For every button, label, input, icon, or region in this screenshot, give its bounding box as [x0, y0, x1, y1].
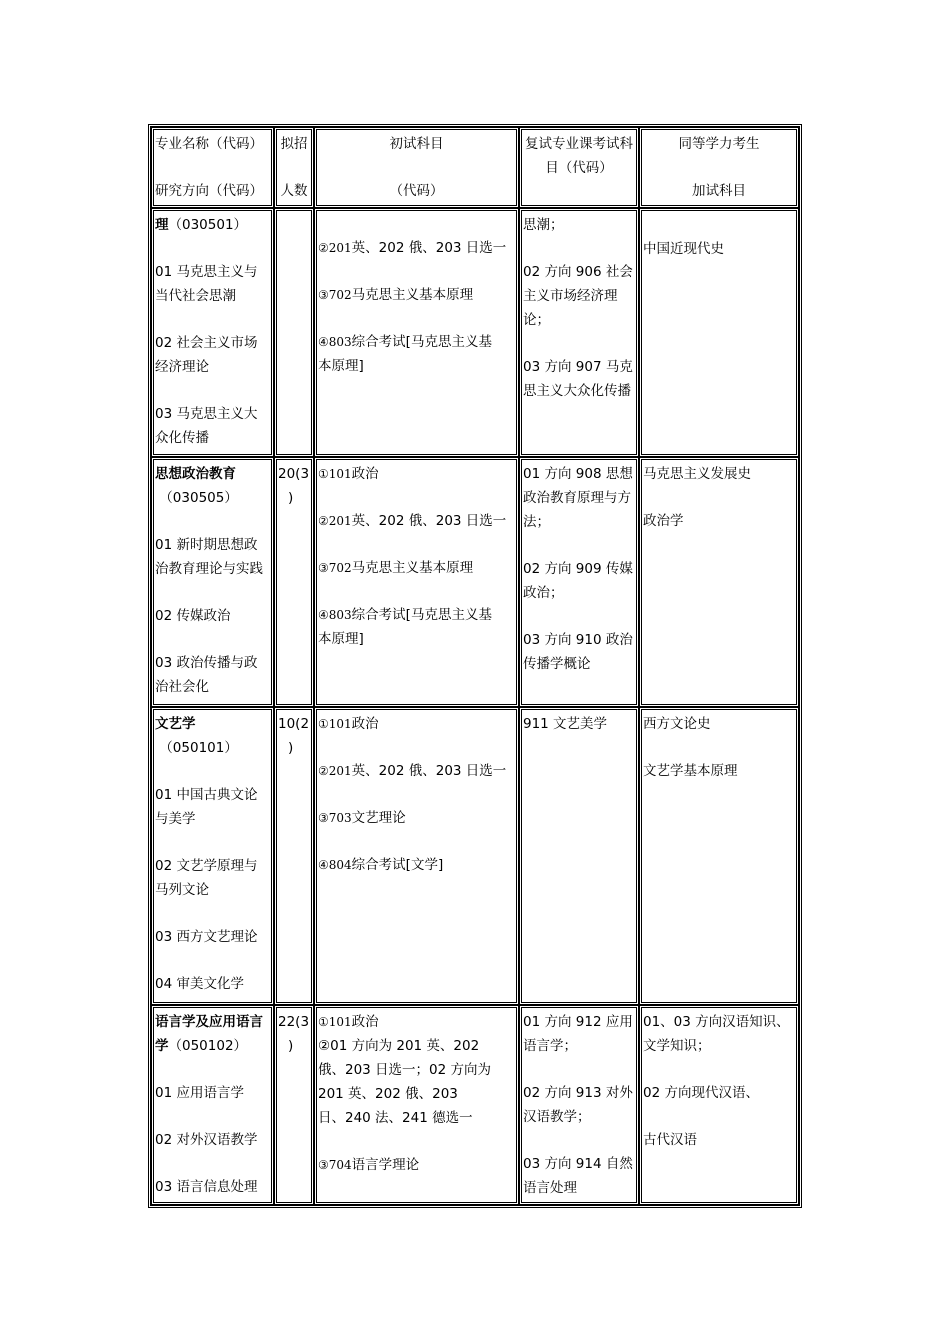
retest-cell: 01 方向 908 思想 政治教育原理与方 法； 02 方向 909 传媒 政治； 03 方向 910 政治 传播学概论: [519, 457, 639, 707]
header-retest-cell: 复试专业课考试科 目（代码）: [519, 127, 639, 208]
major-cell: 文艺学 （050101） 01 中国古典文论 与美学 02 文艺学原理与 马列文论 03 西方文艺理论 04 审美文化学: [151, 707, 274, 1005]
table-row: [151, 1005, 799, 1205]
retest-cell: 思潮； 02 方向 906 社会 主义市场经济理 论； 03 方向 907 马克 思主义大众化传播: [519, 208, 639, 457]
extra-cell: 中国近现代史: [639, 208, 799, 457]
header-exam-cell: 初试科目 （代码）: [314, 127, 519, 208]
major-cell: 理（030501） 01 马克思主义与 当代社会思潮 02 社会主义市场 经济理论 03 马克思主义大 众化传播: [151, 208, 274, 457]
quota-cell: 20(3 ): [274, 457, 314, 707]
table-row: [151, 707, 799, 1005]
major-cell: 语言学及应用语言 学（050102） 01 应用语言学 02 对外汉语教学 03 语言信息处理: [151, 1005, 274, 1205]
extra-cell: 01、03 方向汉语知识、 文学知识； 02 方向现代汉语、 古代汉语: [639, 1005, 799, 1205]
retest-cell: 01 方向 912 应用 语言学； 02 方向 913 对外 汉语教学； 03 方向 914 自然 语言处理: [519, 1005, 639, 1205]
table-row: [151, 457, 799, 707]
extra-cell: 西方文论史 文艺学基本原理: [639, 707, 799, 1005]
exam-cell: ①101政治 ②01 方向为 201 英、202 俄、203 日选一；02 方向为 201 英、202 俄、203 日、240 法、241 德选一 ③704语言学理论: [314, 1005, 519, 1205]
exam-cell: ①101政治 ②201英、202 俄、203 日选一 ③703文艺理论 ④804综合考试[文学]: [314, 707, 519, 1005]
header-extra-cell: 同等学力考生 加试科目: [639, 127, 799, 208]
quota-cell: [274, 208, 314, 457]
table-header-row: [151, 127, 799, 208]
header-quota-cell: 拟招 人数: [274, 127, 314, 208]
exam-cell: ②201英、202 俄、203 日选一 ③702马克思主义基本原理 ④803综合考试[马克思主义基 本原理]: [314, 208, 519, 457]
major-cell: 思想政治教育 （030505） 01 新时期思想政 治教育理论与实践 02 传媒政治 03 政治传播与政 治社会化: [151, 457, 274, 707]
extra-cell: 马克思主义发展史 政治学: [639, 457, 799, 707]
header-major-cell: 专业名称（代码） 研究方向（代码）: [151, 127, 274, 208]
admissions-table: [148, 124, 802, 1208]
quota-cell: 10(2 ): [274, 707, 314, 1005]
table-row: [151, 208, 799, 457]
quota-cell: 22(3 ): [274, 1005, 314, 1205]
retest-cell: 911 文艺美学: [519, 707, 639, 1005]
exam-cell: ①101政治 ②201英、202 俄、203 日选一 ③702马克思主义基本原理 ④803综合考试[马克思主义基 本原理]: [314, 457, 519, 707]
